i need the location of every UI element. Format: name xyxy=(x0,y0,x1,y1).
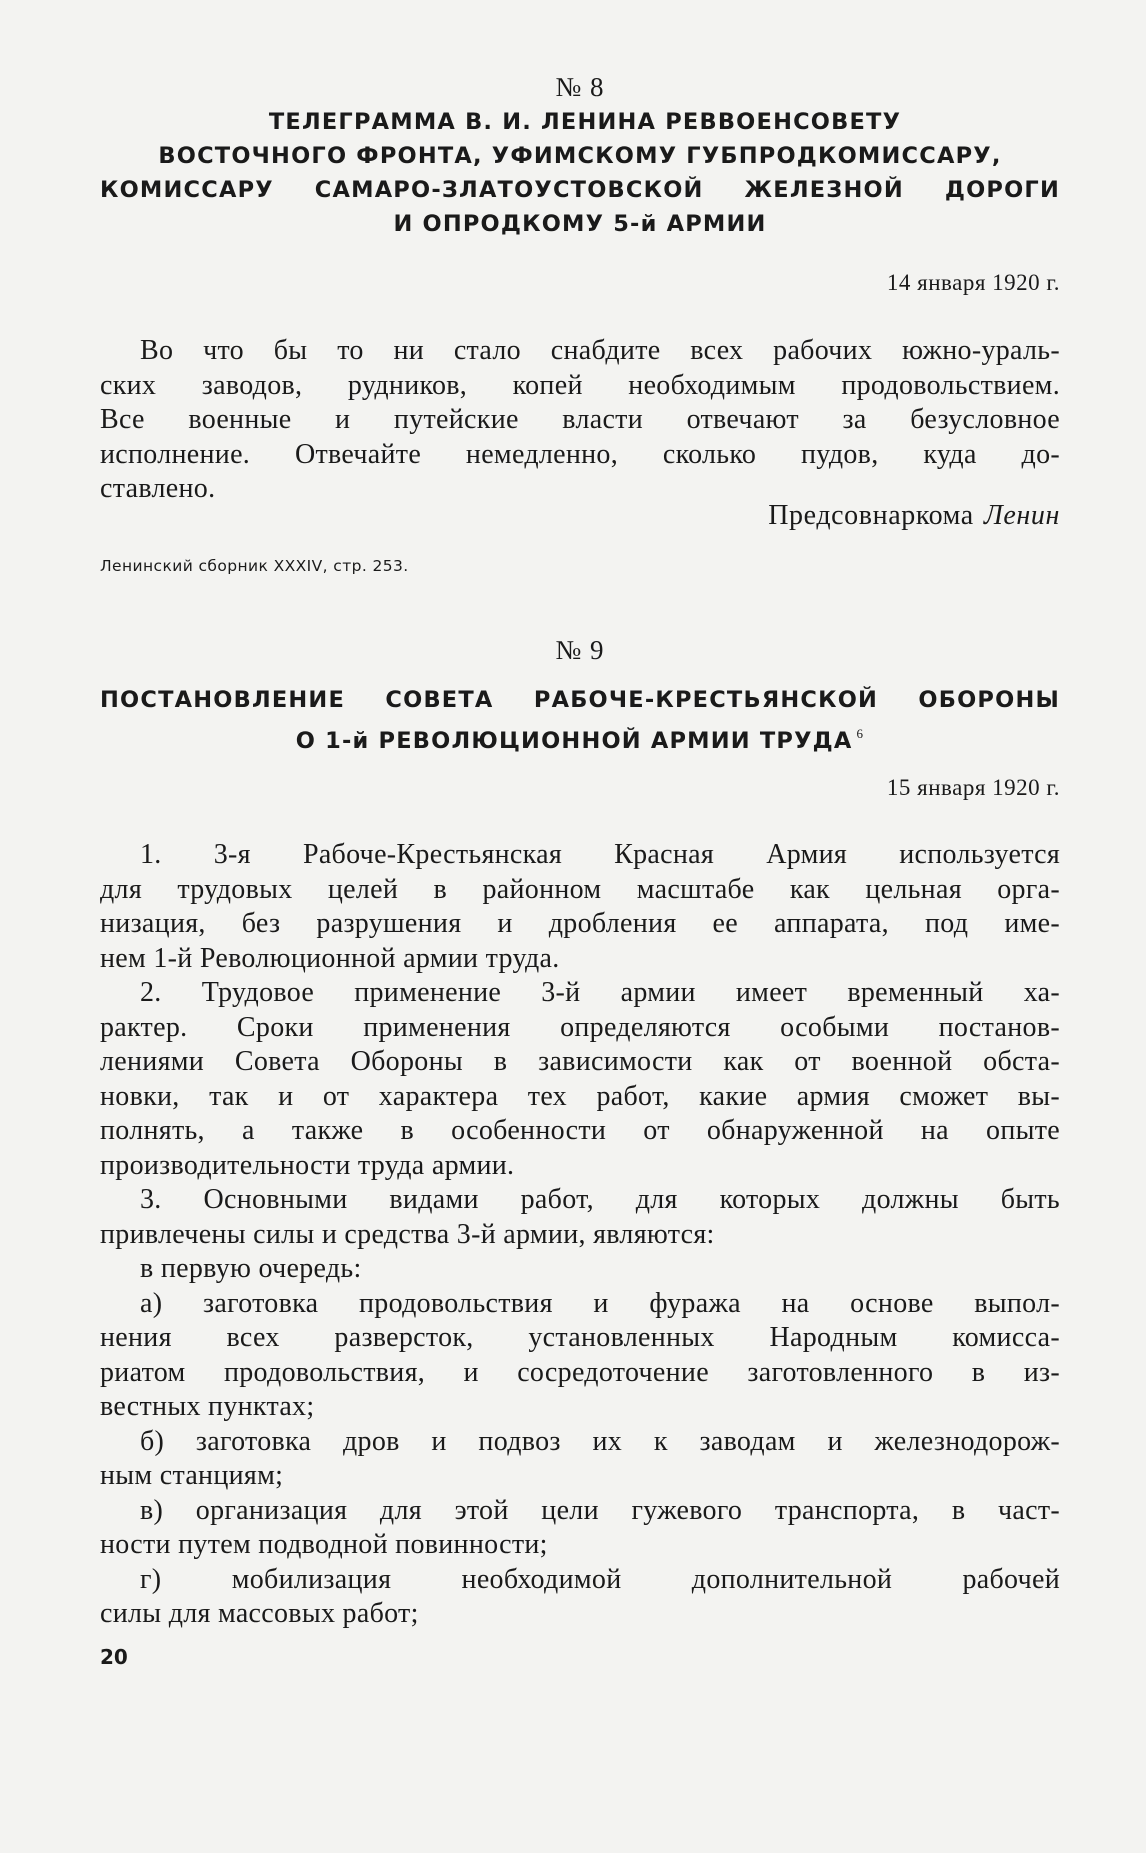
paragraph xyxy=(100,1183,1060,1252)
doc9-title-line xyxy=(100,717,1060,758)
text-line: 3. Основными видами работ, для которых должны быть xyxy=(140,1184,1060,1215)
text-line: рактер. Сроки применения определяются особыми постанов- xyxy=(100,1011,1060,1043)
text-line: 1. 3-я Рабоче-Крестьянская Красная Армия используется xyxy=(140,839,1060,870)
document-page xyxy=(100,0,1060,1853)
doc8-title-line: И ОПРОДКОМУ 5-й АРМИИ xyxy=(393,211,767,237)
text-line: лениями Совета Обороны в зависимости как от военной обста- xyxy=(100,1046,1060,1077)
text-line: нения всех разверсток, установленных Народным комисса- xyxy=(100,1322,1060,1353)
doc8-date: 14 января 1920 г. xyxy=(886,270,1060,295)
text-line: в первую очередь: xyxy=(140,1253,362,1284)
text-line: г) мобилизация необходимой дополнительной рабочей xyxy=(140,1563,1060,1595)
doc8-number: № 8 xyxy=(555,72,605,102)
doc8-text-line: ставлено. xyxy=(100,473,216,504)
text-line: производительности труда армии. xyxy=(100,1149,515,1181)
paragraph xyxy=(100,1494,1060,1563)
paragraph xyxy=(100,1287,1060,1425)
text-line: 2. Трудовое применение 3-й армии имеет временный ха- xyxy=(140,977,1060,1008)
doc8-title-line: КОМИССАРУ САМАРО-ЗЛАТОУСТОВСКОЙ ЖЕЛЕЗНОЙ ДОРОГИ xyxy=(100,177,1060,203)
text-line: полнять, а также в особенности от обнаруженной на опыте xyxy=(100,1115,1060,1146)
doc8-text-line: Во что бы то ни стало снабдите всех рабочих южно-ураль- xyxy=(140,335,1060,366)
title-footnote-marker: 6 xyxy=(856,726,865,741)
page-number: 20 xyxy=(100,1645,128,1669)
doc8-text-line: ских заводов, рудников, копей необходимым продовольствием. xyxy=(100,369,1060,401)
text-line: риатом продовольствия, и сосредоточение заготовленного в из- xyxy=(100,1356,1060,1388)
doc8-text-line: Все военные и путейские власти отвечают за безусловное xyxy=(100,404,1060,435)
text-line: нем 1-й Революционной армии труда. xyxy=(100,942,560,974)
paragraph xyxy=(100,838,1060,976)
doc9-body xyxy=(100,838,1060,1632)
text-line: а) заготовка продовольствия и фуража на основе выпол- xyxy=(140,1287,1060,1319)
doc8-source: Ленинский сборник XXXIV, стр. 253. xyxy=(100,557,409,575)
text-line: ности путем подводной повинности; xyxy=(100,1529,548,1560)
doc9-date: 15 января 1920 г. xyxy=(886,775,1060,800)
paragraph xyxy=(100,1252,1060,1287)
signature-name: Ленин xyxy=(983,500,1060,531)
signature-title: Предсовнаркома xyxy=(768,500,974,531)
text-line: вестных пунктах; xyxy=(100,1391,315,1422)
doc8-title-line: ВОСТОЧНОГО ФРОНТА, УФИМСКОМУ ГУБПРОДКОМИССАРУ, xyxy=(158,143,1002,169)
text-line: привлечены силы и средства 3-й армии, являются: xyxy=(100,1218,715,1250)
text-line: низация, без разрушения и дробления ее аппарата, под име- xyxy=(100,908,1060,939)
text-line: новки, так и от характера тех работ, какие армия сможет вы- xyxy=(100,1080,1060,1112)
doc9-title-line-text: О 1-й РЕВОЛЮЦИОННОЙ АРМИИ ТРУДА xyxy=(295,728,853,754)
paragraph xyxy=(100,1563,1060,1632)
paragraph xyxy=(100,1425,1060,1494)
doc8-text-line: исполнение. Отвечайте немедленно, сколько пудов, куда до- xyxy=(100,438,1060,470)
doc8-body xyxy=(100,334,1060,507)
text-line: для трудовых целей в районном масштабе как цельная орга- xyxy=(100,873,1060,905)
paragraph xyxy=(100,976,1060,1183)
doc8-signature xyxy=(100,500,1060,532)
text-line: ным станциям; xyxy=(100,1460,284,1491)
doc8-title xyxy=(100,105,1060,241)
text-line: в) организация для этой цели гужевого транспорта, в част- xyxy=(140,1494,1060,1526)
doc9-title-line: ПОСТАНОВЛЕНИЕ СОВЕТА РАБОЧЕ-КРЕСТЬЯНСКОЙ ОБОРОНЫ xyxy=(100,687,1060,713)
doc9-number: № 9 xyxy=(555,635,605,665)
text-line: силы для массовых работ; xyxy=(100,1598,419,1629)
text-line: б) заготовка дров и подвоз их к заводам и железнодорож- xyxy=(140,1425,1060,1457)
doc9-title xyxy=(100,683,1060,758)
doc8-title-line: ТЕЛЕГРАММА В. И. ЛЕНИНА РЕВВОЕНСОВЕТУ xyxy=(268,109,902,135)
